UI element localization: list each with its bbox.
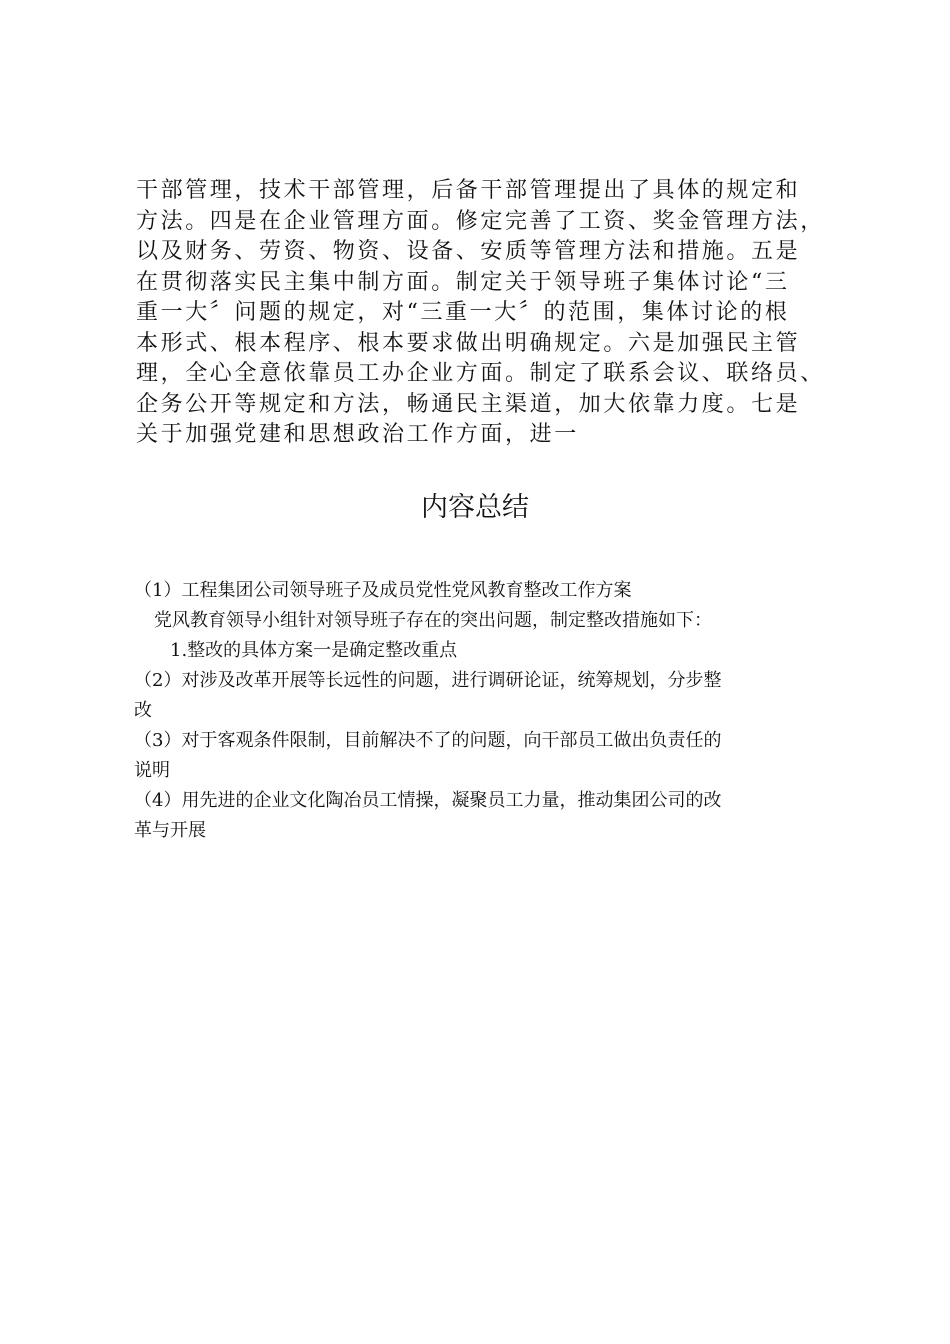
summary-item [134, 606, 824, 636]
body-paragraph [136, 176, 836, 451]
summary-list [134, 576, 824, 846]
summary-item [134, 576, 824, 606]
body-line: 重一大〞问题的规定，对“三重一大〞的范围，集体讨论的根 [136, 300, 790, 325]
body-line: 方法。四是在企业管理方面。修定完善了工资、奖金管理方法， [136, 208, 825, 234]
summary-item-text: 1.整改的具体方案一是确定整改重点 [170, 640, 458, 661]
summary-item-continuation: 改 [134, 700, 152, 721]
summary-title: 内容总结 [421, 492, 529, 523]
body-line: 企务公开等规定和方法，畅通民主渠道，加大依靠力度。七是 [136, 391, 801, 417]
summary-item-text: （4）用先进的企业文化陶冶员工情操，凝聚员工力量，推动集团公司的改 [134, 790, 722, 811]
body-line: 本形式、根本程序、根本要求做出明确规定。六是加强民主管 [136, 330, 801, 356]
body-line: 理，全心全意依靠员工办企业方面。制定了联系会议、联络员、 [136, 361, 825, 386]
summary-item-continuation: 说明 [134, 760, 170, 781]
summary-item [134, 666, 824, 726]
summary-item [134, 726, 824, 786]
summary-item [134, 636, 824, 666]
summary-item-text: （2）对涉及改革开展等长远性的问题，进行调研论证，统筹规划，分步整 [134, 670, 722, 691]
summary-item-continuation: 革与开展 [134, 820, 206, 841]
body-line: 干部管理，技术干部管理，后备干部管理提出了具体的规定和 [136, 178, 801, 203]
summary-item-text: （1）工程集团公司领导班子及成员党性党风教育整改工作方案 [134, 580, 632, 601]
summary-item-text: 党风教育领导小组针对领导班子存在的突出问题，制定整改措施如下： [154, 610, 712, 631]
body-line: 以及财务、劳资、物资、设备、安质等管理方法和措施。五是 [136, 239, 801, 264]
body-line: 关于加强党建和思想政治工作方面，进一 [136, 422, 579, 447]
summary-item [134, 786, 824, 846]
body-line: 在贯彻落实民主集中制方面。制定关于领导班子集体讨论“三 [136, 269, 790, 295]
summary-item-text: （3）对于客观条件限制，目前解决不了的问题，向干部员工做出负责任的 [134, 730, 722, 751]
